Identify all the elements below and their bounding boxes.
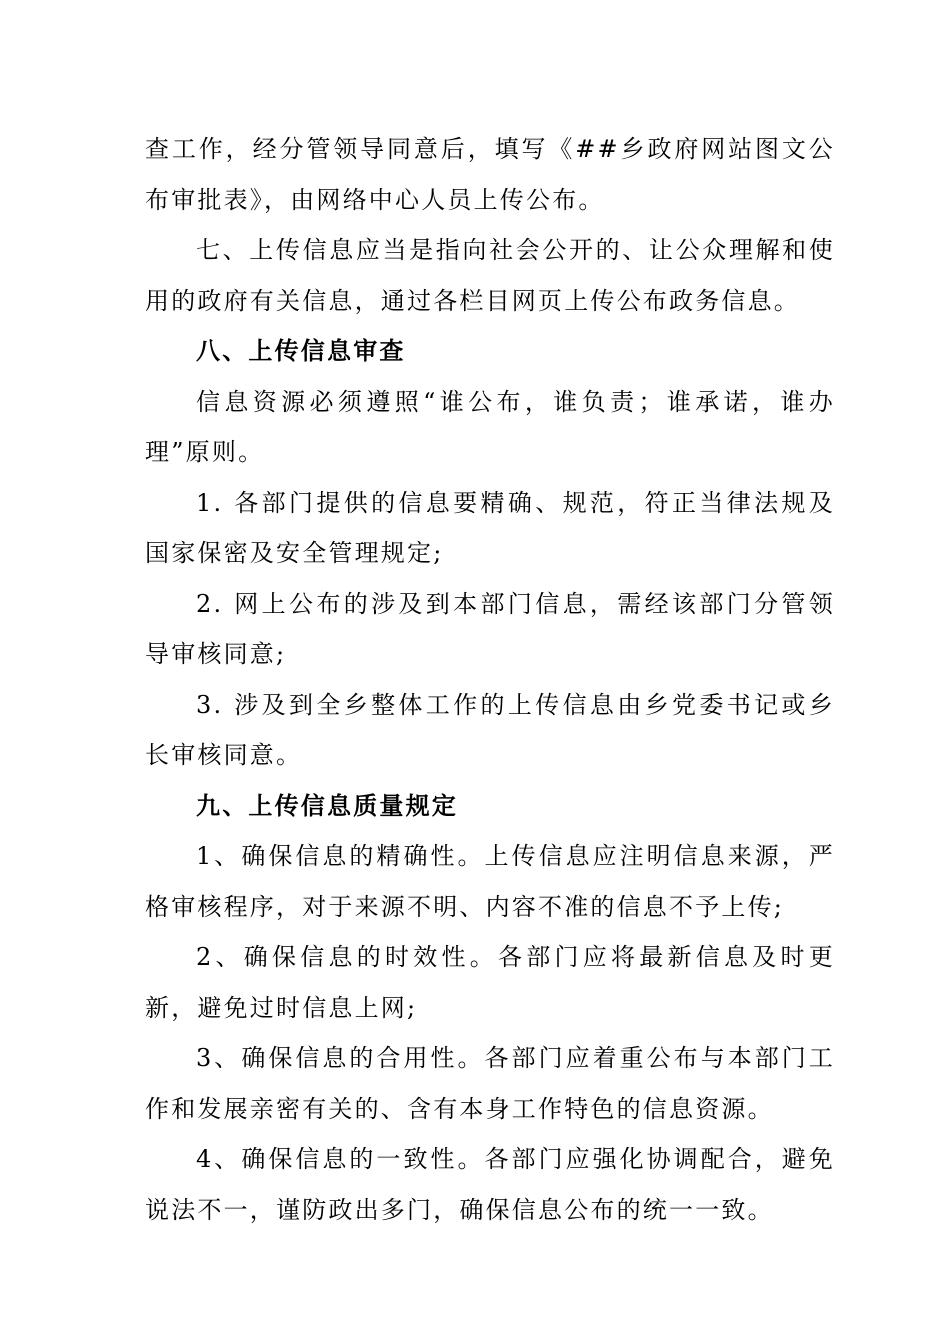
document-body <box>145 124 835 1235</box>
section-heading-nine: 九、上传信息质量规定 <box>196 791 458 820</box>
paragraph-principle: 信息资源必须遵照“谁公布，谁负责；谁承诺，谁办理”原则。 <box>145 387 835 466</box>
list-item-review-2: 2. 网上公布的涉及到本部门信息，需经该部门分管领导审核同意; <box>145 589 835 668</box>
list-item-quality-2: 2、确保信息的时效性。各部门应将最新信息及时更新，避免过时信息上网; <box>145 943 835 1022</box>
list-item-review-3: 3. 涉及到全乡整体工作的上传信息由乡党委书记或乡长审核同意。 <box>145 690 835 769</box>
list-item-quality-4: 4、确保信息的一致性。各部门应强化协调配合，避免说法不一，谨防政出多门，确保信息公布的统一一致。 <box>145 1145 835 1224</box>
list-item-review-1: 1. 各部门提供的信息要精确、规范，符正当律法规及国家保密及安全管理规定; <box>145 488 835 567</box>
list-item-quality-3: 3、确保信息的合用性。各部门应着重公布与本部门工作和发展亲密有关的、含有本身工作特色的信息资源。 <box>145 1044 835 1123</box>
paragraph-continuation: 查工作，经分管领导同意后，填写《##乡政府网站图文公布审批表》，由网络中心人员上传公布。 <box>145 135 835 214</box>
list-item-quality-1: 1、确保信息的精确性。上传信息应注明信息来源，严格审核程序，对于来源不明、内容不准的信息不予上传; <box>145 842 835 921</box>
paragraph-section-seven: 七、上传信息应当是指向社会公开的、让公众理解和使用的政府有关信息，通过各栏目网页上传公布政务信息。 <box>145 236 835 315</box>
section-heading-eight: 八、上传信息审查 <box>196 337 406 365</box>
